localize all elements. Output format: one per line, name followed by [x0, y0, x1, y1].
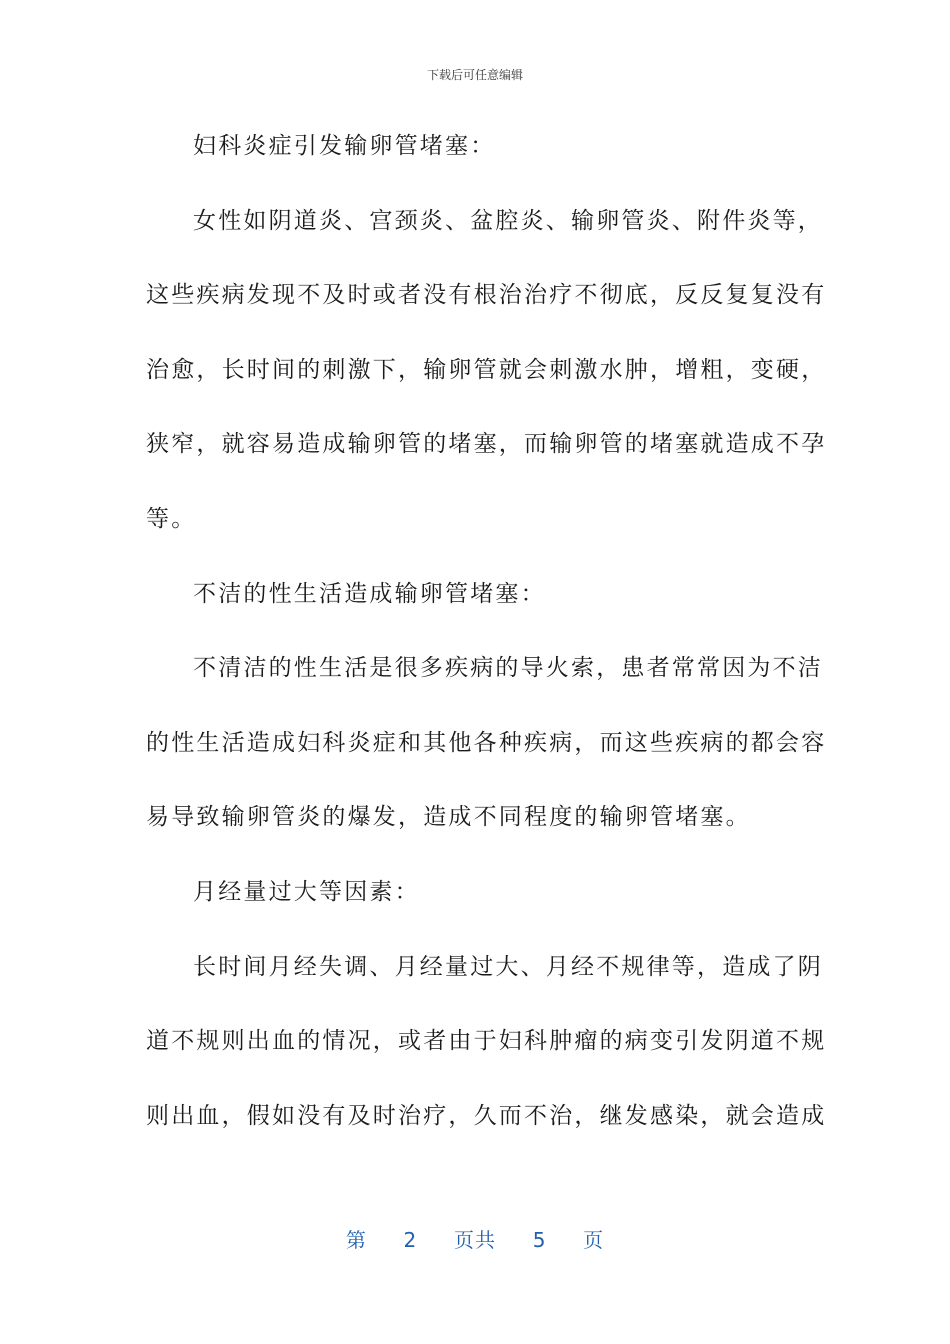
paragraph-line: 则出血，假如没有及时治疗，久而不治，继发感染，就会造成 — [146, 1102, 827, 1129]
section-heading: 妇科炎症引发输卵管堵塞： — [193, 133, 496, 159]
paragraph-line: 女性如阴道炎、宫颈炎、盆腔炎、输卵管炎、附件炎等， — [193, 207, 823, 234]
footer-total-pages: 5 — [532, 1228, 547, 1252]
paragraph-line: 长时间月经失调、月经量过大、月经不规律等，造成了阴 — [193, 953, 823, 980]
paragraph-line: 这些疾病发现不及时或者没有根治治疗不彻底，反反复复没有 — [146, 282, 827, 309]
section-heading: 月经量过大等因素： — [193, 878, 420, 905]
page-footer — [0, 1224, 950, 1253]
footer-current-page: 2 — [403, 1228, 418, 1252]
section-heading: 不洁的性生活造成输卵管堵塞： — [193, 580, 546, 607]
footer-suffix: 页 — [583, 1228, 605, 1252]
footer-prefix: 第 — [345, 1228, 367, 1252]
paragraph-line: 易导致输卵管炎的爆发，造成不同程度的输卵管堵塞。 — [146, 804, 751, 831]
paragraph-line: 等。 — [146, 505, 197, 532]
paragraph-line: 不清洁的性生活是很多疾病的导火索，患者常常因为不洁 — [193, 655, 823, 682]
paragraph-line: 治愈，长时间的刺激下，输卵管就会刺激水肿，增粗，变硬， — [146, 356, 827, 383]
paragraph-line: 狭窄，就容易造成输卵管的堵塞，而输卵管的堵塞就造成不孕 — [146, 431, 827, 458]
paragraph-line: 道不规则出血的情况，或者由于妇科肿瘤的病变引发阴道不规 — [146, 1028, 827, 1055]
page-header: 下载后可任意编辑 — [426, 68, 523, 82]
document-body — [146, 116, 827, 1160]
paragraph-line: 的性生活造成妇科炎症和其他各种疾病，而这些疾病的都会容 — [146, 729, 827, 756]
footer-middle: 页共 — [454, 1228, 496, 1252]
